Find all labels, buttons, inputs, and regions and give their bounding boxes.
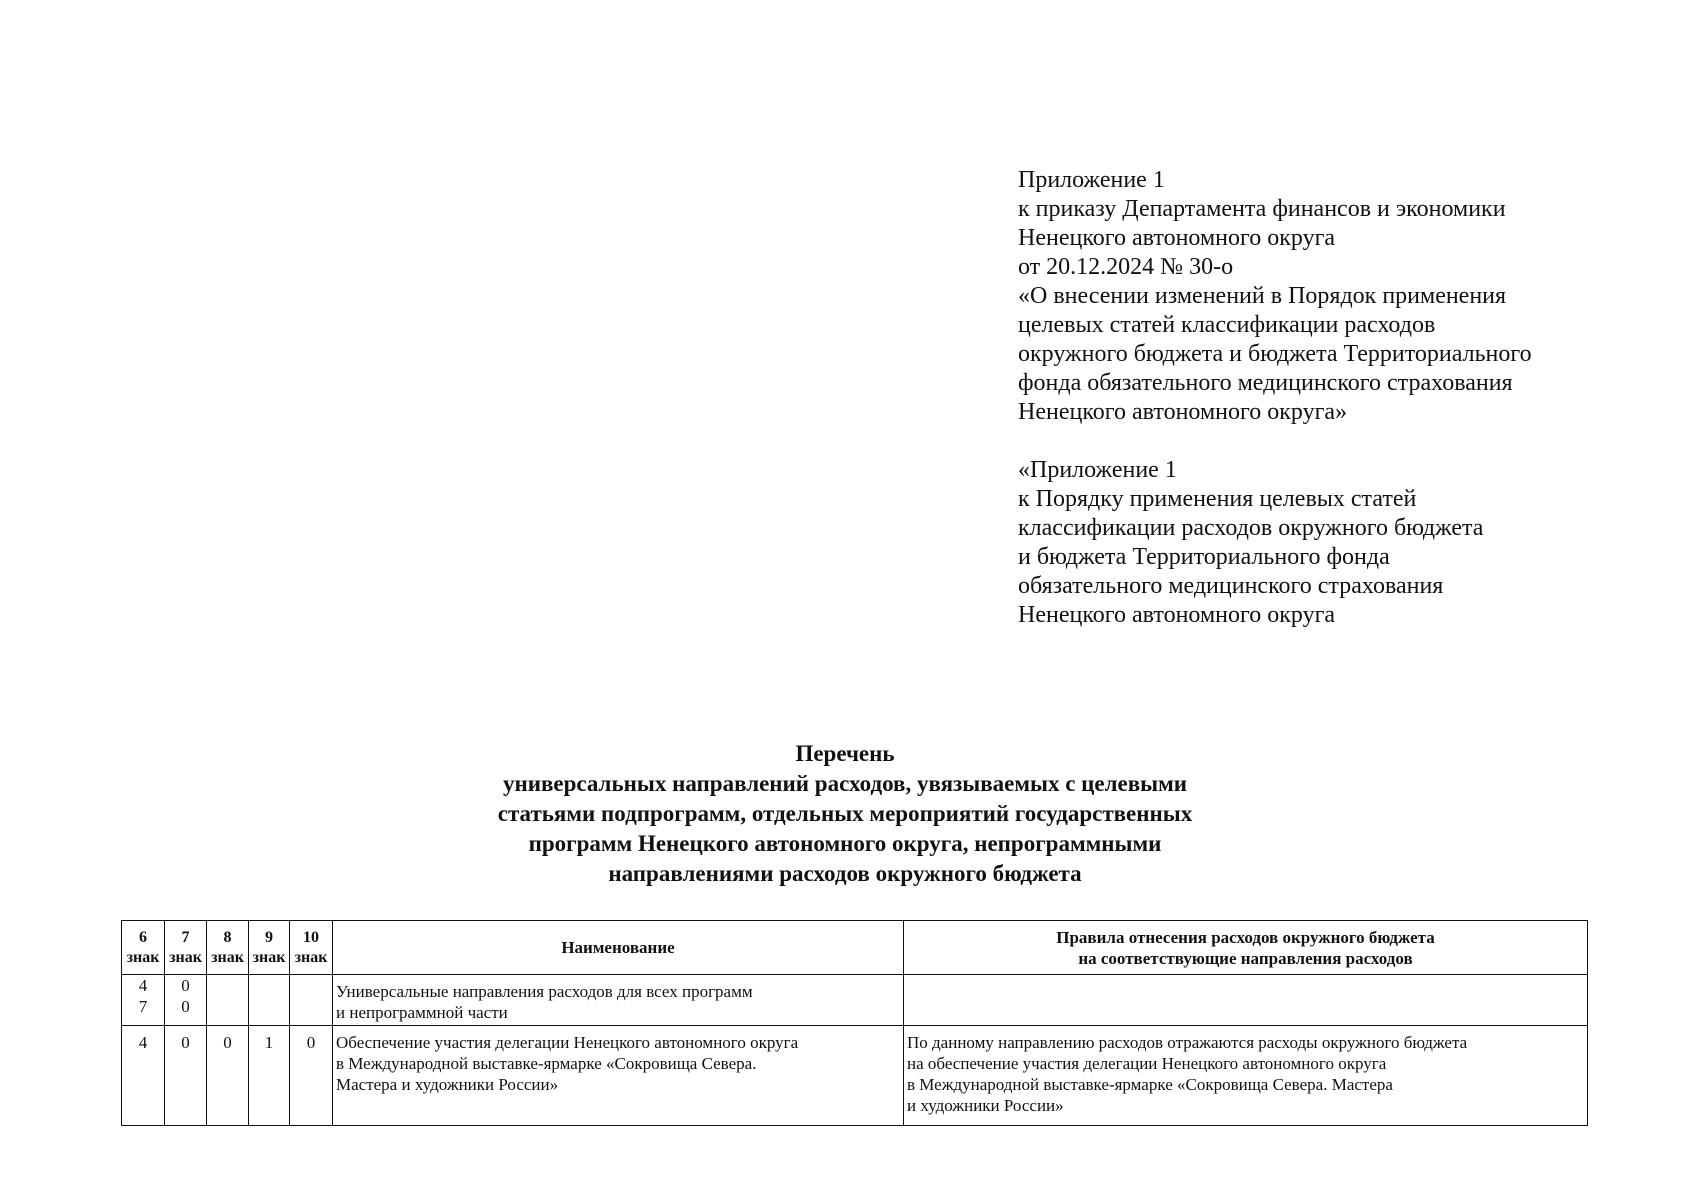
code-cell: [290, 975, 333, 1026]
name-line: и непрограммной части: [336, 1003, 508, 1022]
title-line: универсальных направлений расходов, увязываемых с целевыми: [502, 771, 1188, 796]
code-header-label: знак: [252, 948, 286, 966]
code-cell: [249, 975, 290, 1026]
code-header-number: 6: [139, 928, 147, 946]
rules-header-line: Правила отнесения расходов окружного бюджета: [1056, 927, 1435, 947]
rule-line: на обеспечение участия делегации Ненецкого автономного округа: [907, 1054, 1387, 1073]
code-header-8: [207, 921, 249, 975]
annex-line: и бюджета Территориального фонда: [1018, 544, 1390, 570]
code-header-9: [249, 921, 290, 975]
rule-line: в Международной выставке-ярмарке «Сокровища Севера. Мастера: [907, 1075, 1393, 1094]
rule-line: и художники России»: [907, 1096, 1064, 1115]
name-line: в Международной выставке-ярмарке «Сокровища Севера.: [336, 1054, 757, 1073]
code-digit: 0: [306, 1033, 316, 1052]
title-line: программ Ненецкого автономного округа, непрограммными: [528, 831, 1162, 856]
expense-directions-table: [121, 920, 1588, 1126]
approval-line: Ненецкого автономного округа»: [1018, 399, 1348, 425]
code-header-label: знак: [169, 948, 202, 966]
approval-line: от 20.12.2024 № 30-о: [1018, 254, 1234, 280]
code-header-number: 8: [223, 928, 232, 946]
code-digit: 7: [138, 997, 148, 1016]
annex-line: классификации расходов окружного бюджета: [1018, 515, 1484, 541]
code-header-10: [290, 921, 333, 975]
code-header-number: 9: [265, 928, 273, 946]
approval-line: окружного бюджета и бюджета Территориального: [1018, 341, 1532, 367]
name-cell: [333, 975, 904, 1026]
name-cell: [333, 1026, 904, 1126]
code-cell: [165, 975, 207, 1026]
rule-cell: [904, 975, 1588, 1026]
code-cell: [207, 975, 249, 1026]
approval-line: целевых статей классификации расходов: [1018, 312, 1436, 338]
code-digit: 0: [181, 976, 190, 995]
table-header-row: [122, 921, 1588, 975]
spacer: [1018, 427, 1658, 456]
code-digit: 0: [181, 997, 190, 1016]
approval-block: [1018, 166, 1658, 630]
code-digit: 4: [138, 976, 148, 995]
code-header-number: 10: [303, 928, 319, 946]
title-line: направлениями расходов окружного бюджета: [608, 861, 1082, 886]
code-digit: 0: [223, 1033, 232, 1052]
code-header-label: знак: [211, 948, 244, 966]
code-digit: 0: [181, 1033, 190, 1052]
code-cell: [207, 1026, 249, 1126]
code-digit: 4: [138, 1033, 148, 1052]
code-header-label: знак: [126, 948, 160, 966]
approval-line: Ненецкого автономного округа: [1018, 225, 1336, 251]
code-header-6: [122, 921, 165, 975]
approval-line: фонда обязательного медицинского страхования: [1018, 370, 1513, 396]
approval-line: Приложение 1: [1018, 167, 1165, 193]
table-row: [122, 1026, 1588, 1126]
annex-line: к Порядку применения целевых статей: [1018, 486, 1417, 512]
rules-header: [904, 921, 1588, 975]
name-line: Мастера и художники России»: [336, 1075, 559, 1094]
code-cell: [165, 1026, 207, 1126]
rules-header-line: на соответствующие направления расходов: [1078, 948, 1413, 968]
code-cell: [122, 975, 165, 1026]
approval-line: «О внесении изменений в Порядок применения: [1018, 283, 1507, 309]
code-cell: [122, 1026, 165, 1126]
document-title: [330, 739, 1360, 889]
code-cell: [290, 1026, 333, 1126]
rule-line: По данному направлению расходов отражаются расходы окружного бюджета: [907, 1033, 1468, 1052]
code-header-7: [165, 921, 207, 975]
name-line: Универсальные направления расходов для всех программ: [336, 982, 753, 1001]
annex-line: «Приложение 1: [1018, 457, 1177, 483]
title-line: статьями подпрограмм, отдельных мероприятий государственных: [497, 801, 1193, 826]
code-digit: 1: [264, 1033, 274, 1052]
name-line: Обеспечение участия делегации Ненецкого автономного округа: [336, 1033, 799, 1052]
code-cell: [249, 1026, 290, 1126]
annex-line: обязательного медицинского страхования: [1018, 573, 1444, 599]
title-line: Перечень: [795, 741, 895, 766]
code-header-number: 7: [181, 928, 190, 946]
code-header-label: знак: [294, 948, 328, 966]
table-row: [122, 975, 1588, 1026]
name-header: Наименование: [333, 921, 904, 975]
rule-cell: [904, 1026, 1588, 1126]
annex-line: Ненецкого автономного округа: [1018, 602, 1336, 628]
approval-line: к приказу Департамента финансов и экономики: [1018, 196, 1506, 222]
